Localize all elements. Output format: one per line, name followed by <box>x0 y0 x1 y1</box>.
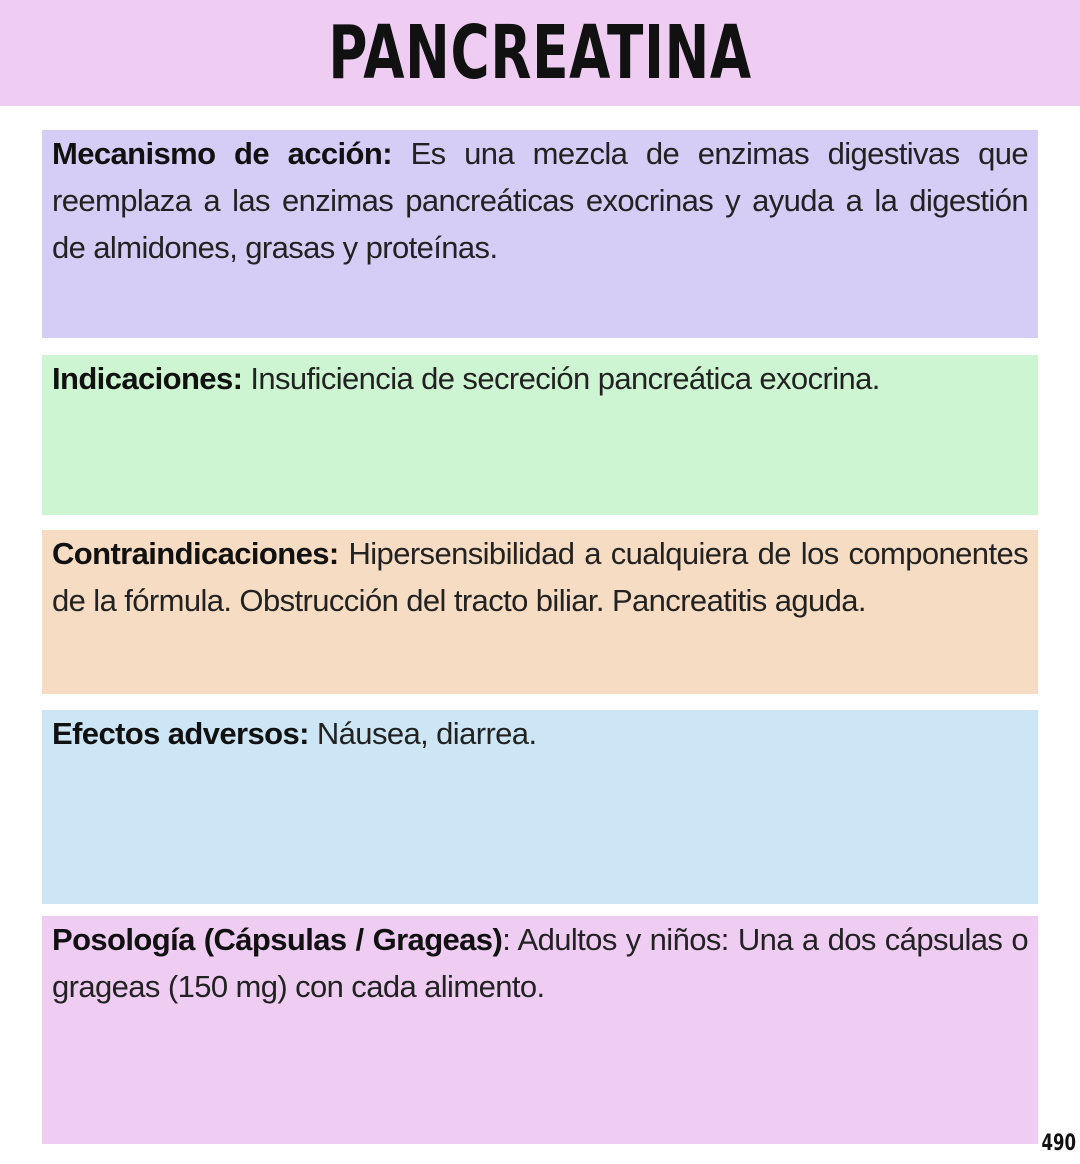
section-label: Efectos adversos: <box>52 716 309 751</box>
section-text: : Adultos y niños: Una a dos cápsulas o grageas (150 mg) con cada alimento. <box>52 922 1028 1004</box>
section-contraindications <box>42 530 1038 694</box>
title-banner <box>0 0 1080 106</box>
section-text: Hipersensibilidad a cualquiera de los componentes de la fórmula. Obstrucción del tracto biliar. Pancreatitis aguda. <box>52 536 1028 618</box>
section-label: Posología (Cápsulas / Grageas) <box>52 922 503 957</box>
section-label: Indicaciones: <box>52 361 243 396</box>
section-label: Mecanismo de acción: <box>52 136 392 171</box>
section-label: Contraindicaciones: <box>52 536 339 571</box>
section-adverse-effects <box>42 710 1038 904</box>
section-text: Náusea, diarrea. <box>308 716 537 751</box>
section-indications <box>42 355 1038 515</box>
section-text: Es una mezcla de enzimas digestivas que reemplaza a las enzimas pancreáticas exocrinas y ayuda a la digestión de almidones, grasas y proteínas. <box>52 136 1028 265</box>
section-dosage <box>42 916 1038 1144</box>
section-mechanism <box>42 130 1038 338</box>
section-text: Insuficiencia de secreción pancreática exocrina. <box>242 361 880 396</box>
page-title: PANCREATINA <box>328 10 752 96</box>
page-number: 490 <box>1041 1131 1076 1156</box>
